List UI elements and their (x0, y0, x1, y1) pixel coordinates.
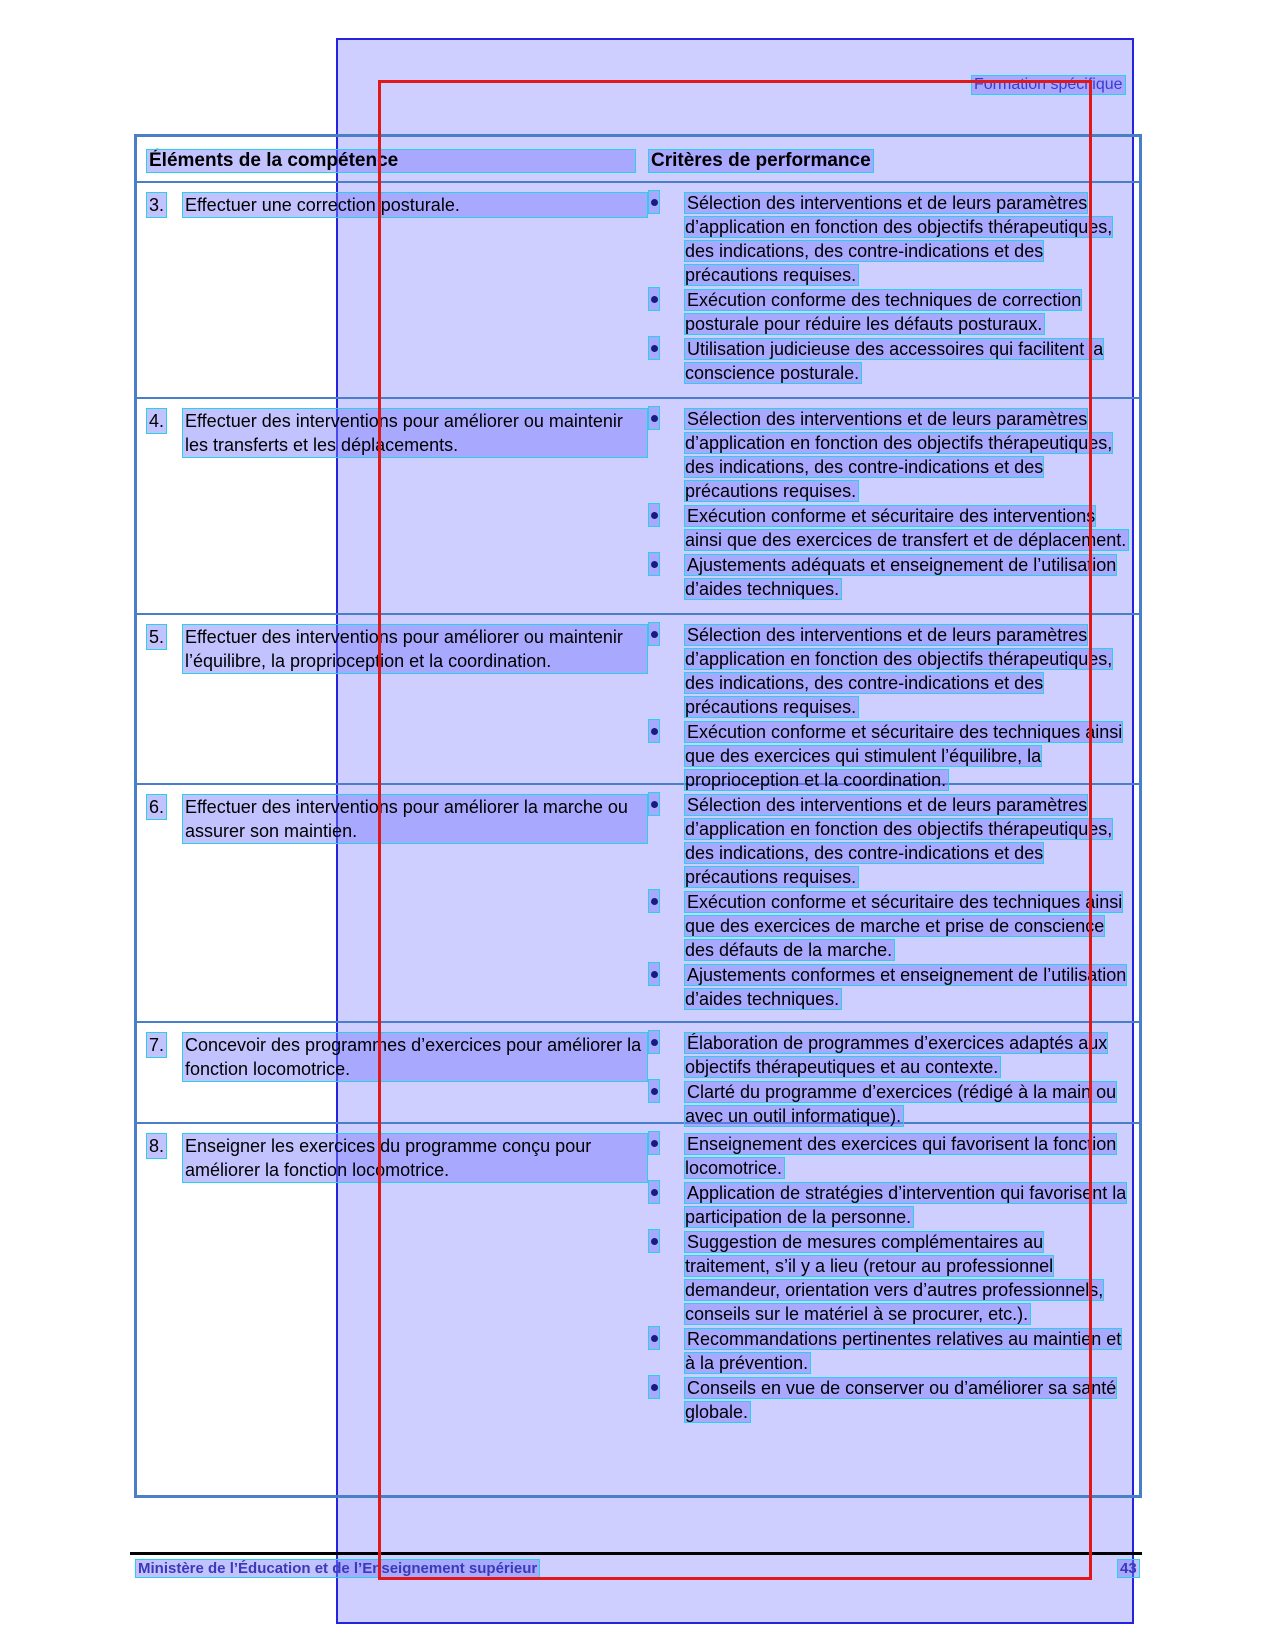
competence-element (147, 1134, 647, 1182)
list-item (649, 1031, 1129, 1079)
element-text: Effectuer des interventions pour améliorer ou maintenir l’équilibre, la proprioception et la coordination. (183, 625, 647, 673)
table-row (137, 399, 1139, 615)
section-header: Formation spécifique (974, 76, 1123, 93)
bullet-icon (649, 504, 659, 526)
list-item (649, 963, 1129, 1011)
column-header-elements: Éléments de la compétence (147, 150, 635, 172)
bullet-icon (649, 288, 659, 310)
bullet-icon (649, 890, 659, 912)
criterion-text: Ajustements conformes et enseignement de l’utilisation d’aides techniques. (685, 965, 1127, 1009)
bullet-icon (649, 1376, 659, 1398)
table-row (137, 183, 1139, 399)
table-row (137, 1023, 1139, 1124)
element-number: 6. (149, 797, 165, 817)
competence-table (134, 134, 1142, 1498)
criterion-text: Clarté du programme d’exercices (rédigé à la main ou avec un outil informatique). (685, 1082, 1117, 1126)
list-item (649, 553, 1129, 601)
bullet-icon (649, 1031, 659, 1053)
element-number: 3. (149, 195, 165, 215)
criterion-text: Exécution conforme des techniques de correction posturale pour réduire les défauts posturaux. (685, 290, 1082, 334)
table-row (137, 615, 1139, 790)
competence-element (147, 1033, 647, 1081)
competence-element (147, 795, 647, 843)
table-header (137, 137, 1139, 183)
element-text: Enseigner les exercices du programme conçu pour améliorer la fonction locomotrice. (183, 1134, 647, 1182)
element-number: 4. (149, 411, 165, 431)
bullet-icon (649, 793, 659, 815)
competence-element (147, 193, 647, 217)
competence-element (147, 409, 647, 457)
criterion-text: Enseignement des exercices qui favorisent la fonction locomotrice. (685, 1134, 1117, 1178)
bullet-icon (649, 623, 659, 645)
criterion-text: Ajustements adéquats et enseignement de l’utilisation d’aides techniques. (685, 555, 1117, 599)
bullet-icon (649, 1230, 659, 1252)
criterion-text: Sélection des interventions et de leurs paramètres d’application en fonction des objectifs thérapeutiques, des indications, des contre-indications et des précautions requises. (685, 193, 1113, 285)
performance-criteria-list (649, 407, 1129, 602)
criterion-text: Exécution conforme et sécuritaire des techniques ainsi que des exercices qui stimulent l’équilibre, la proprioception et la coordination. (685, 722, 1123, 790)
performance-criteria-list (649, 623, 1129, 793)
list-item (649, 1080, 1129, 1128)
list-item (649, 793, 1129, 889)
element-text: Effectuer des interventions pour améliorer la marche ou assurer son maintien. (183, 795, 647, 843)
criterion-text: Exécution conforme et sécuritaire des techniques ainsi que des exercices de marche et prise de conscience des défauts de la marche. (685, 892, 1123, 960)
criterion-text: Application de stratégies d’intervention qui favorisent la participation de la personne. (685, 1183, 1127, 1227)
list-item (649, 337, 1129, 385)
bullet-icon (649, 337, 659, 359)
list-item (649, 407, 1129, 503)
criterion-text: Suggestion de mesures complémentaires au traitement, s’il y a lieu (retour au professionnel demandeur, orientation vers d’autres professionnels, conseils sur le matériel à se procurer, etc.). (685, 1232, 1104, 1324)
bullet-icon (649, 407, 659, 429)
column-header-criteria: Critères de performance (651, 150, 871, 171)
table-row (137, 1124, 1139, 1495)
criterion-text: Sélection des interventions et de leurs paramètres d’application en fonction des objectifs thérapeutiques, des indications, des contre-indications et des précautions requises. (685, 409, 1113, 501)
criterion-text: Exécution conforme et sécuritaire des interventions ainsi que des exercices de transfert et de déplacement. (685, 506, 1127, 550)
element-number: 8. (149, 1136, 165, 1156)
criterion-text: Recommandations pertinentes relatives au maintien et à la prévention. (685, 1329, 1122, 1373)
criterion-text: Utilisation judicieuse des accessoires qui facilitent la conscience posturale. (685, 339, 1104, 383)
bullet-icon (649, 553, 659, 575)
list-item (649, 890, 1129, 962)
list-item (649, 1376, 1129, 1424)
element-text: Effectuer des interventions pour améliorer ou maintenir les transferts et les déplacements. (183, 409, 647, 457)
list-item (649, 191, 1129, 287)
bullet-icon (649, 720, 659, 742)
footer-ministry: Ministère de l’Éducation et de l’Enseignement supérieur (138, 1560, 538, 1577)
list-item (649, 504, 1129, 552)
footer-divider (130, 1552, 1142, 1555)
performance-criteria-list (649, 793, 1129, 1012)
bullet-icon (649, 1327, 659, 1349)
list-item (649, 623, 1129, 719)
list-item (649, 1230, 1129, 1326)
criterion-text: Sélection des interventions et de leurs paramètres d’application en fonction des objectifs thérapeutiques, des indications, des contre-indications et des précautions requises. (685, 795, 1113, 887)
bullet-icon (649, 191, 659, 213)
performance-criteria-list (649, 1132, 1129, 1425)
element-number: 5. (149, 627, 165, 647)
element-text: Effectuer une correction posturale. (183, 193, 647, 217)
element-text: Concevoir des programmes d’exercices pour améliorer la fonction locomotrice. (183, 1033, 647, 1081)
list-item (649, 1181, 1129, 1229)
list-item (649, 1327, 1129, 1375)
criterion-text: Sélection des interventions et de leurs paramètres d’application en fonction des objectifs thérapeutiques, des indications, des contre-indications et des précautions requises. (685, 625, 1113, 717)
element-number: 7. (149, 1035, 165, 1055)
competence-element (147, 625, 647, 673)
page-number: 43 (1120, 1560, 1137, 1577)
bullet-icon (649, 1132, 659, 1154)
list-item (649, 720, 1129, 792)
bullet-icon (649, 963, 659, 985)
criterion-text: Conseils en vue de conserver ou d’améliorer sa santé globale. (685, 1378, 1117, 1422)
bullet-icon (649, 1181, 659, 1203)
table-row (137, 785, 1139, 1023)
list-item (649, 288, 1129, 336)
performance-criteria-list (649, 191, 1129, 386)
criterion-text: Élaboration de programmes d’exercices adaptés aux objectifs thérapeutiques et au contexte. (685, 1033, 1108, 1077)
list-item (649, 1132, 1129, 1180)
performance-criteria-list (649, 1031, 1129, 1129)
bullet-icon (649, 1080, 659, 1102)
